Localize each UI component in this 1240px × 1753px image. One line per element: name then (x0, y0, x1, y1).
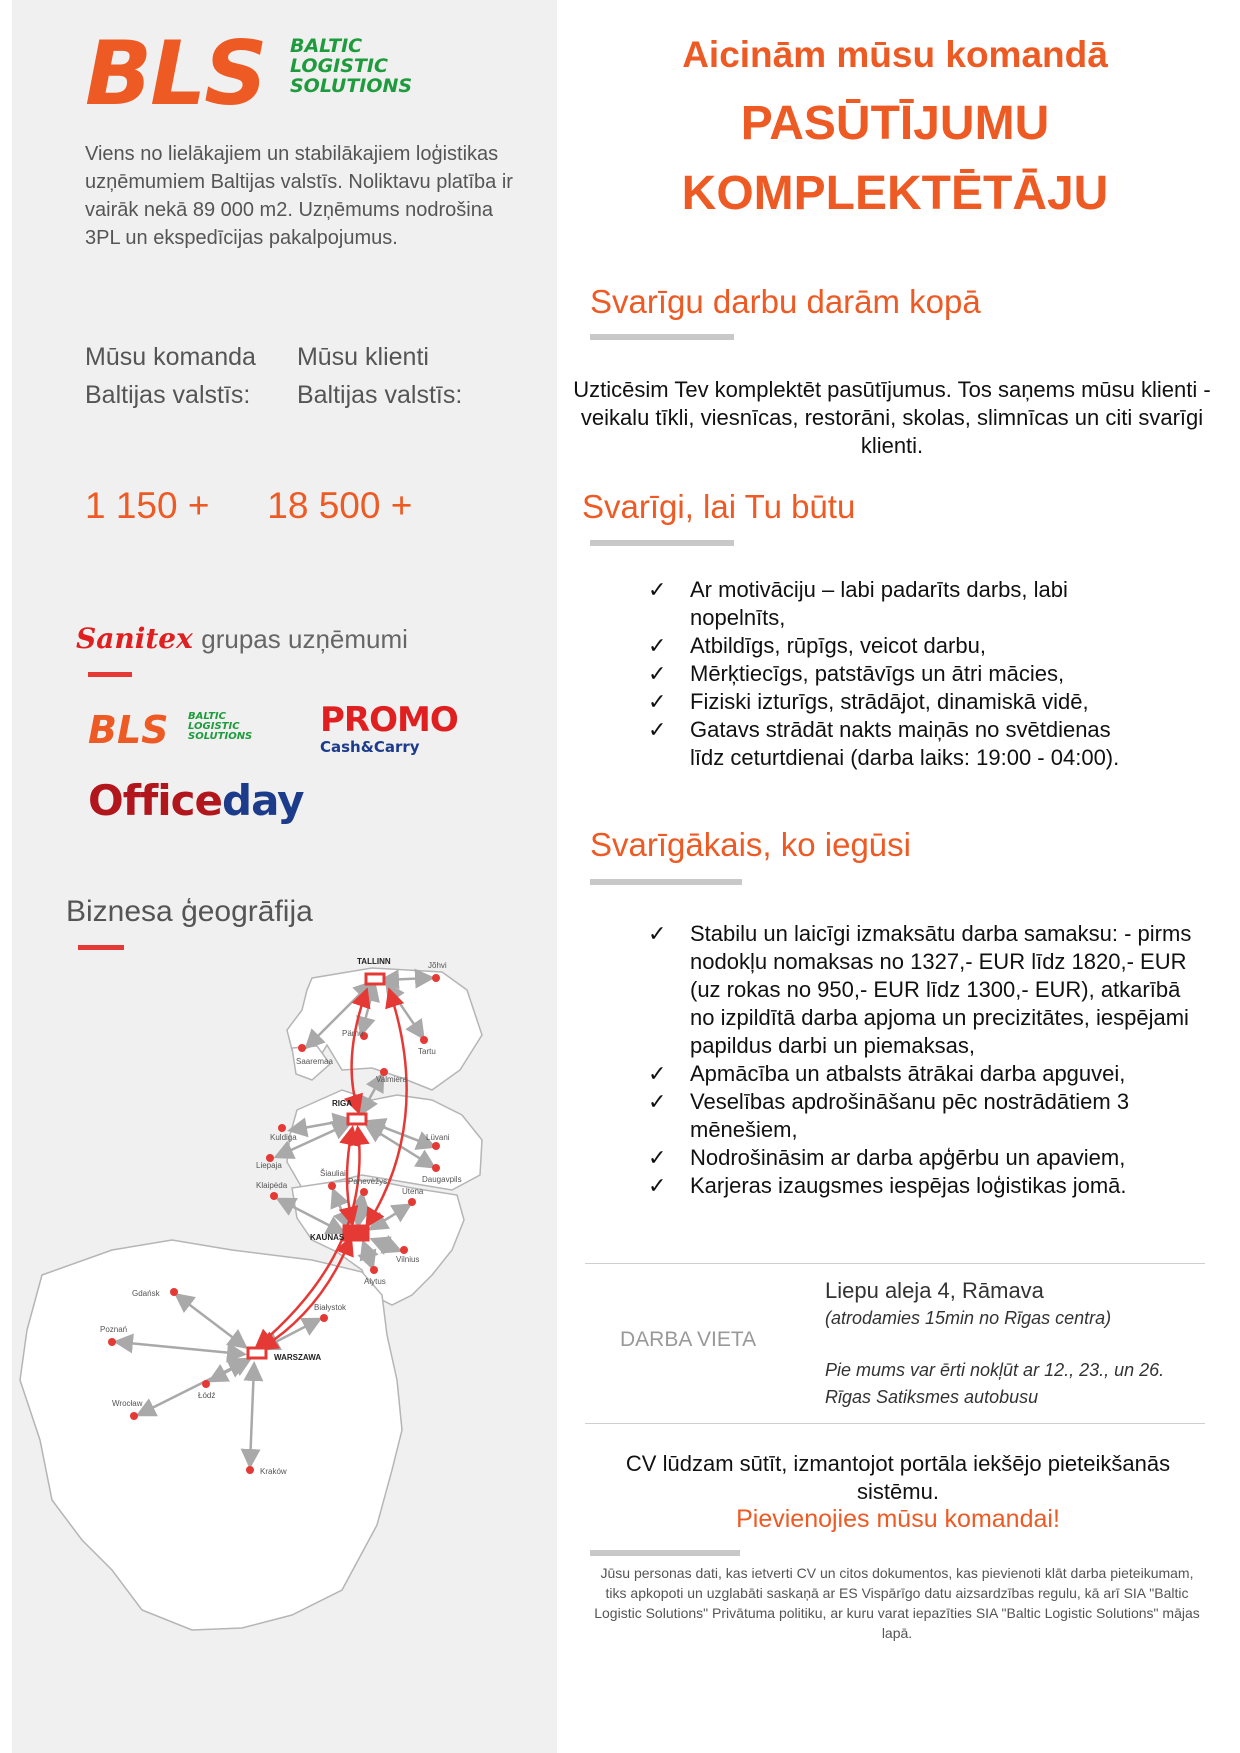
bls-small-sub-line2: SOLUTIONS (188, 731, 253, 742)
workplace-address: Liepu aleja 4, Rāmava (825, 1278, 1044, 1303)
clients-label-line1: Mūsu klienti (296, 343, 429, 371)
promo-logo (320, 702, 458, 756)
city-label: Wrocław (112, 1399, 143, 1408)
list-item-text: Karjeras izaugsmes iespējas loģistikas jomā. (690, 1173, 1127, 1198)
city-label: Alytus (364, 1277, 386, 1286)
divider-bottom (585, 1423, 1205, 1424)
check-icon: ✓ (648, 1061, 667, 1086)
promo-logo-text: PROMO (320, 700, 458, 740)
city-label: Białystok (314, 1303, 347, 1312)
hub-icon-tallinn (366, 974, 384, 984)
clients-value: 18 500 + (267, 485, 413, 526)
team-label-line2: Baltijas valstīs: (85, 381, 251, 409)
map-pin-icon (420, 1036, 428, 1044)
check-icon: ✓ (648, 1089, 667, 1114)
list-item (648, 632, 1128, 660)
map-pin-icon (320, 1314, 328, 1322)
city-label: Kuldiga (270, 1133, 297, 1142)
map-pin-icon (130, 1412, 138, 1420)
clients-label-line2: Baltijas valstīs: (296, 381, 463, 409)
hub-icon-warszawa (248, 1348, 266, 1358)
check-icon: ✓ (648, 689, 667, 714)
sanitex-logo: Sanitex (76, 622, 193, 655)
list-item-text: Ar motivāciju – labi padarīts darbs, labi nopelnīts, (690, 577, 1068, 630)
check-icon: ✓ (648, 1145, 667, 1170)
section1-title: Svarīgu darbu darām kopā (590, 283, 981, 320)
city-label: Tartu (418, 1047, 436, 1056)
group-label: grupas uzņēmumi (201, 624, 408, 654)
list-item (648, 920, 1208, 1060)
city-label: Utena (402, 1187, 424, 1196)
stat-values (85, 485, 412, 527)
list-item-text: Atbildīgs, rūpīgs, veicot darbu, (690, 633, 986, 658)
list-item-text: Apmācība un atbalsts ātrākai darba apguvei, (690, 1061, 1126, 1086)
team-value: 1 150 + (85, 485, 210, 526)
requirements-list (648, 576, 1128, 772)
hub-label-riga: RIGA (332, 1099, 352, 1108)
benefits-list (648, 920, 1208, 1200)
list-item (648, 1144, 1208, 1172)
bls-small-logo (88, 708, 253, 752)
map-pin-icon (432, 974, 440, 982)
check-icon: ✓ (648, 717, 667, 742)
map-pin-icon (328, 1182, 336, 1190)
headline-position-2: KOMPLEKTĒTĀJU (681, 167, 1109, 220)
hub-label-warszawa: WARSZAWA (274, 1353, 322, 1362)
section3-underline (590, 879, 742, 885)
list-item (648, 716, 1128, 772)
section3-title: Svarīgākais, ko iegūsi (590, 826, 911, 863)
promo-logo-sub: Cash&Carry (320, 738, 420, 756)
city-label: Šiauliai (320, 1169, 346, 1178)
check-icon: ✓ (648, 633, 667, 658)
map-pin-icon (202, 1380, 210, 1388)
city-label: Lüvani (426, 1133, 450, 1142)
divider-top (585, 1263, 1205, 1264)
map-pin-icon (432, 1142, 440, 1150)
map-pin-icon (370, 1266, 378, 1274)
sanitex-group (76, 622, 408, 655)
list-item-text: Nodrošināsim ar darba apģērbu un apaviem, (690, 1145, 1126, 1170)
clients-label (297, 338, 462, 414)
team-label (85, 338, 290, 414)
officeday-logo (88, 776, 304, 825)
hub-icon-kaunas (344, 1226, 368, 1240)
check-icon: ✓ (648, 1173, 667, 1198)
hub-icon-riga (348, 1114, 366, 1124)
map-pin-icon (360, 1188, 368, 1196)
group-underline (88, 672, 132, 677)
list-item-text: Gatavs strādāt nakts maiņās no svētdienas līdz ceturtdienai (darba laiks: 19:00 - 04:00). (690, 717, 1120, 770)
check-icon: ✓ (648, 921, 667, 946)
map-pin-icon (278, 1124, 286, 1132)
list-item (648, 1172, 1208, 1200)
stat-labels (85, 338, 462, 414)
list-item (648, 1060, 1208, 1088)
workplace-label: DARBA VIETA (620, 1328, 757, 1351)
city-label: Liepaja (256, 1161, 282, 1170)
headline-position-1: PASŪTĪJUMU (740, 97, 1050, 150)
hub-label-tallinn: TALLINN (357, 957, 391, 966)
business-geography-map (12, 950, 552, 1650)
poland-shape (20, 1240, 402, 1630)
city-label: Gdańsk (132, 1289, 160, 1298)
bls-logo-sub-line1: BALTIC LOGISTIC (290, 35, 388, 77)
officeday-logo-part1: Office (88, 776, 223, 825)
map-pin-icon (270, 1192, 278, 1200)
geography-title: Biznesa ģeogrāfija (66, 895, 313, 928)
list-item (648, 688, 1128, 716)
check-icon: ✓ (648, 577, 667, 602)
list-item (648, 1088, 1208, 1144)
section1-text: Uzticēsim Tev komplektēt pasūtījumus. Tos saņems mūsu klienti - veikalu tīkli, viesnīcas, restorāni, skolas, slimnīcas un citi svarīgi klienti. (573, 377, 1211, 458)
list-item (648, 660, 1128, 688)
check-icon: ✓ (648, 661, 667, 686)
city-label: Vilnius (396, 1255, 420, 1264)
team-label-line1: Mūsu komanda (85, 343, 256, 371)
bls-small-logo-text: BLS (88, 708, 169, 752)
list-item-text: Mērķtiecīgs, patstāvīgs un ātri mācies, (690, 661, 1065, 686)
workplace-note: (atrodamies 15min no Rīgas centra) (825, 1308, 1112, 1328)
workplace-transport: Pie mums var ērti nokļūt ar 12., 23., un 26. Rīgas Satiksmes autobusu (825, 1360, 1165, 1407)
hub-label-kaunas: KAUNAS (310, 1233, 345, 1242)
section2-underline (590, 540, 734, 546)
map-pin-icon (108, 1338, 116, 1346)
map-pin-icon (298, 1044, 306, 1052)
city-label: Jõhvi (428, 961, 447, 970)
bls-small-sub-line1: BALTIC LOGISTIC (188, 711, 240, 732)
section2-title: Svarīgi, lai Tu būtu (582, 488, 856, 525)
section1-underline (590, 334, 734, 340)
map-pin-icon (246, 1466, 254, 1474)
list-item-text: Stabilu un laicīgi izmaksātu darba samaksu: - pirms nodokļu nomaksas no 1327,- EUR līdz 1820,- EUR (uz rokas no 950,- EUR līdz 1300,- EUR), atkarībā no izpildītā darba apjoma un precizitātes, iespējami papildus darbi un piemaksas, (690, 921, 1192, 1058)
cv-instructions: CV lūdzam sūtīt, izmantojot portāla iekšējo pieteikšanās sistēmu. (625, 1451, 1171, 1504)
country-shapes (20, 968, 482, 1630)
city-label: Valmiera (376, 1075, 407, 1084)
city-label: Daugavpils (422, 1175, 462, 1184)
bls-logo-text: BLS (85, 22, 266, 125)
officeday-logo-part2: day (222, 776, 304, 825)
city-label: Pärnu (342, 1029, 364, 1038)
list-item-text: Veselības apdrošināšanu pēc nostrādātiem 3 mēnešiem, (690, 1089, 1130, 1142)
map-pin-icon (170, 1288, 178, 1296)
map-pin-icon (400, 1246, 408, 1254)
privacy-notice: Jūsu personas dati, kas ietverti CV un citos dokumentos, kas pievienoti klāt darba pieteikumam, tiks apkopoti un uzglabāti saskaņā ar ES Vispārīgo datu aizsardzības regulu, kā arī SIA "Baltic Logistic Solutions" Privātuma politiku, ar kuru varat iepazīties SIA "Baltic Logistic Solutions" mājas lapā. (594, 1565, 1200, 1641)
map-pin-icon (408, 1198, 416, 1206)
company-intro: Viens no lielākajiem un stabilākajiem loģistikas uzņēmumiem Baltijas valstīs. Noliktavu platība ir vairāk nekā 89 000 m2. Uzņēmums nodrošina 3PL un ekspedīcijas pakalpojumus. (85, 143, 513, 249)
bls-small-logo-sub (188, 712, 252, 742)
privacy-underline (590, 1550, 740, 1556)
bls-logo-sub-line2: SOLUTIONS (290, 75, 413, 97)
city-label: Klaipėda (256, 1181, 288, 1190)
map-pin-icon (432, 1164, 440, 1172)
list-item-text: Fiziski izturīgs, strādājot, dinamiskā vidē, (690, 689, 1089, 714)
bls-logo-subtitle (290, 36, 412, 96)
join-cta: Pievienojies mūsu komandai! (736, 1505, 1060, 1533)
headline-invite: Aicinām mūsu komandā (682, 34, 1108, 75)
city-label: Kraków (260, 1467, 287, 1476)
city-label: Poznań (100, 1325, 128, 1334)
city-label: Saaremaa (296, 1057, 333, 1066)
city-label: Łódź (198, 1391, 216, 1400)
bls-logo (85, 22, 413, 125)
list-item (648, 576, 1128, 632)
city-label: Panevėžys (348, 1177, 388, 1186)
